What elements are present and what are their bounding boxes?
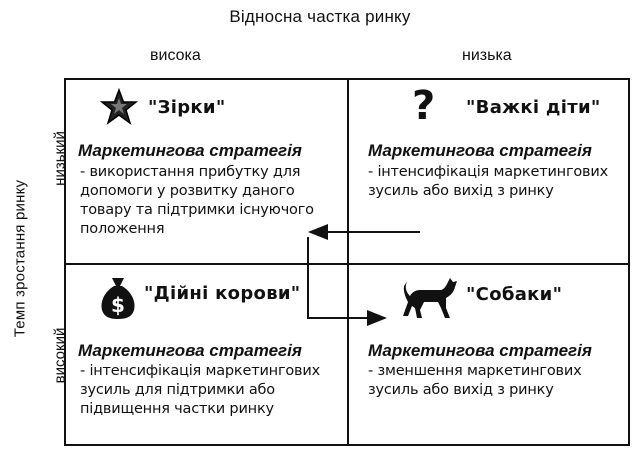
question-strategy-label: Маркетингова стратегія (368, 141, 592, 160)
y-axis-title: Темп зростання ринку (11, 179, 29, 338)
row-header-high: високий (51, 327, 69, 384)
dogs-title: "Собаки" (466, 284, 563, 305)
arrow-stars-to-dogs (308, 237, 385, 318)
stars-line: товару та підтримки існуючого (80, 202, 314, 218)
stars-line: допомоги у розвитку даного (80, 183, 295, 199)
dollar-sign: $ (111, 293, 125, 317)
column-header-low: низька (462, 47, 512, 64)
cows-strategy-label: Маркетингова стратегія (78, 341, 302, 360)
dogs-line: зусиль або вихід з ринку (368, 382, 554, 398)
dogs-line: - зменшення маркетингових (368, 363, 582, 379)
stars-line: положення (80, 221, 165, 237)
x-axis-title: Відносна частка ринку (229, 7, 411, 26)
cows-line: підвищення частки ринку (80, 401, 274, 417)
stars-strategy-label: Маркетингова стратегія (78, 141, 302, 160)
dogs-strategy-label: Маркетингова стратегія (368, 341, 592, 360)
row-header-low: низький (51, 131, 69, 186)
stars-line: - використання прибутку для (80, 164, 301, 180)
cows-title: "Дійні корови" (144, 283, 301, 304)
question-title: "Важкі діти" (466, 97, 601, 118)
question-mark-icon: ? (412, 83, 436, 129)
cows-line: зусиль для підтримки або (80, 382, 275, 398)
question-line: зусиль або вихід з ринку (368, 183, 554, 199)
question-line: - інтенсифікація маркетингових (368, 164, 608, 180)
column-header-high: висока (150, 47, 201, 64)
stars-title: "Зірки" (148, 97, 226, 118)
cows-line: - інтенсифікація маркетингових (80, 363, 320, 379)
